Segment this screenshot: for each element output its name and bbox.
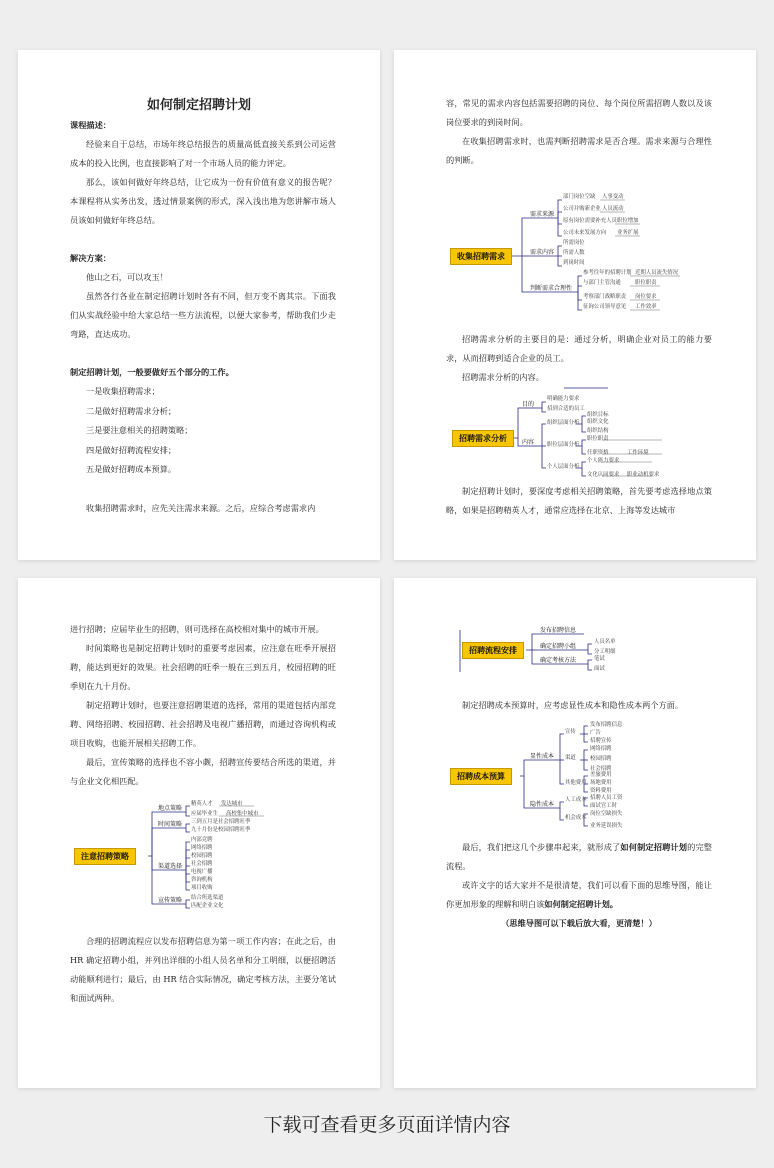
paragraph: 招聘需求分析的内容。 xyxy=(462,372,544,382)
paragraph: 合理的招聘流程应以发布招聘信息为第一项工作内容；在此之后，由 HR 确定招聘小组，并列出详细的小组人员名单和分工明细，以便招聘活动能顺利进行；最后，由 HR 结合实际情况，确定考核方法，主要分笔试和面试两种。 xyxy=(70,936,336,1003)
mindmap-leaf: 考察部门战略职责 xyxy=(583,294,627,300)
solution-paragraph-1: 他山之石，可以攻玉！ xyxy=(86,272,168,282)
mindmap-branch: 隐性成本 xyxy=(530,801,555,808)
paragraph: 进行招聘；应届毕业生的招聘，则可选择在高校相对集中的城市开展。 xyxy=(70,624,324,634)
mindmap-leaf: 岗位要求 xyxy=(635,294,657,300)
mindmap-branch: 需求内容 xyxy=(530,249,555,256)
mindmap-root: 注意招聘策略 xyxy=(74,848,136,865)
mindmap-leaf: 资料费用 xyxy=(590,788,612,794)
mindmap-leaf: 校园招聘 xyxy=(191,853,213,859)
mindmap-leaf: 公司未来发展方向 xyxy=(563,230,607,236)
document-page-1 xyxy=(18,50,380,560)
mindmap-leaf: 差旅费用 xyxy=(590,772,612,778)
mindmap-leaf: 职位层面分析 xyxy=(547,442,580,448)
mindmap-mid: 人工成本 xyxy=(565,797,587,803)
mindmap-leaf: 职位增加 xyxy=(617,218,639,224)
mindmap-leaf: 文化认同要求 xyxy=(587,472,620,478)
mindmap-leaf: 部门岗位空缺 xyxy=(563,194,596,200)
mindmap-leaf: 分工明细 xyxy=(594,649,616,655)
document-page-3 xyxy=(18,578,380,1088)
mindmap-recruit-process xyxy=(452,622,692,682)
mindmap-leaf: 人员流动 xyxy=(602,206,624,212)
mindmap-leaf: 咨询机构 xyxy=(191,877,213,883)
mindmap-branch: 显性成本 xyxy=(530,753,555,760)
step-item: 一是收集招聘需求； xyxy=(86,386,160,396)
mindmap-leaf: 网络招聘 xyxy=(590,746,612,752)
mindmap-branch: 地点策略 xyxy=(158,805,183,812)
mindmap-leaf: 明确能力要求 xyxy=(547,396,580,402)
mindmap-leaf: 所需人数 xyxy=(563,250,585,256)
mindmap-leaf: 近期人员流失情况 xyxy=(635,270,679,276)
paragraph: 制定招聘计划时，要深度考虑相关招聘策略，首先要考虑选择地点策略，如果是招聘精英人才，通常应选择在北京、上海等发达城市 xyxy=(446,486,712,515)
mindmap-branch: 内容 xyxy=(522,439,535,446)
mindmap-root: 招聘流程安排 xyxy=(462,642,524,659)
mindmap-leaf: 征询公司领导意见 xyxy=(583,304,627,310)
text-run-bold: 如何制定招聘计划。 xyxy=(544,899,618,909)
mindmap-leaf: 工作环境 xyxy=(627,450,649,456)
paragraph: 时间策略也是制定招聘计划时的重要考虑因素，应注意在旺季开展招聘，能达到更好的效果。社会招聘的旺季一般在三到五月，校园招聘的旺季则在九十月份。 xyxy=(70,643,336,691)
footer-caption: 下载可查看更多页面详情内容 xyxy=(263,1114,511,1136)
mindmap-leaf: 应届毕业生 xyxy=(191,811,218,817)
page-title: 如何制定招聘计划 xyxy=(146,98,251,113)
mindmap-leaf: 参考往年的招聘计划 xyxy=(583,270,632,276)
mindmap-mid: 宣传 xyxy=(565,729,576,735)
mindmap-leaf: 业务延误损失 xyxy=(590,823,623,829)
course-paragraph-1: 经验来自于总结，市场年终总结报告的质量高低直接关系到公司运营成本的投入比例，也直接影响了对一个市场人员的能力评定。 xyxy=(70,139,336,168)
mindmap-leaf: 社会招聘 xyxy=(590,766,612,772)
mindmap-recruit-strategy xyxy=(74,800,344,916)
mindmap-leaf: 面试官工时 xyxy=(590,803,617,809)
mindmap-leaf: 发布招聘信息 xyxy=(590,722,623,728)
mindmap-leaf: 招聘宣传 xyxy=(590,738,612,744)
mindmap-leaf: 校园招聘 xyxy=(590,756,612,762)
mindmap-leaf: 九十月份是校园招聘旺季 xyxy=(191,827,251,833)
mindmap-leaf: 个人层面分析 xyxy=(547,464,580,470)
mindmap-leaf: 广告 xyxy=(590,730,601,736)
mindmap-leaf: 面试 xyxy=(594,666,605,672)
paragraph: 在收集招聘需求时，也需判断招聘需求是否合理。需求来源与合理性的判断。 xyxy=(446,136,712,165)
closing-paragraph: 收集招聘需求时，应先关注需求来源。之后，应综合考虑需求内 xyxy=(86,502,316,513)
mindmap-collect-demand xyxy=(450,190,720,320)
mindmap-leaf: 项目收购 xyxy=(191,885,213,891)
mindmap-leaf: 匹配企业文化 xyxy=(191,903,224,909)
mindmap-leaf: 笔试 xyxy=(594,656,605,662)
mindmap-branch: 目的 xyxy=(522,401,535,408)
document-page-2 xyxy=(394,50,756,560)
text-run-bold: 如何制定招聘计划 xyxy=(620,842,688,852)
mindmap-leaf: 招聘人员工资 xyxy=(590,795,623,801)
mindmap-leaf: 原有岗位需要补充人员 xyxy=(563,218,617,224)
mindmap-leaf: 结合所选渠道 xyxy=(191,895,224,901)
mindmap-leaf: 组织层面分析 xyxy=(547,420,580,426)
mindmap-leaf: 网络招聘 xyxy=(191,845,213,851)
paragraph: 容，常见的需求内容包括需要招聘的岗位、每个岗位所需招聘人数以及该岗位要求的到岗时间。 xyxy=(446,98,712,127)
step-item: 五是做好招聘成本预算。 xyxy=(86,464,177,474)
mindmap-leaf: 电视广播 xyxy=(191,869,213,875)
mindmap-leaf: 内部竞聘 xyxy=(191,837,213,843)
mindmap-leaf: 所需岗位 xyxy=(563,240,585,246)
mindmap-branch: 时间策略 xyxy=(158,821,183,828)
mindmap-leaf: 业务扩展 xyxy=(617,230,639,236)
mindmap-leaf: 职位职责 xyxy=(587,436,609,442)
course-heading: 课程描述： xyxy=(70,120,111,130)
plan-heading: 制定招聘计划，一般要做好五个部分的工作。 xyxy=(70,367,234,377)
mindmap-root: 招聘成本预算 xyxy=(450,768,512,785)
mindmap-leaf: 三到五月是社会招聘旺季 xyxy=(191,819,251,825)
mindmap-leaf: 发达城市 xyxy=(221,801,243,807)
mindmap-branch: 确定考核方法 xyxy=(540,657,577,664)
mindmap-leaf: 公司并购新企业 xyxy=(563,206,601,212)
mindmap-branch: 渠道选择 xyxy=(158,863,183,870)
mindmap-mid: 渠道 xyxy=(565,755,576,761)
mindmap-branch: 判断需求合理性 xyxy=(530,285,573,292)
mindmap-leaf: 高校集中城市 xyxy=(226,811,259,817)
paragraph: 最后，宣传策略的选择也不容小觑，招聘宣传要结合所选的渠道，并与企业文化相匹配。 xyxy=(70,757,336,786)
note: （思维导图可以下载后放大看，更清楚！） xyxy=(501,918,657,928)
mindmap-branch: 确定招聘小组 xyxy=(540,643,577,650)
mindmap-leaf: 工作效率 xyxy=(635,304,657,310)
text-run: 或许文字的话大家并不是很清楚，我们可以看下面的思维导图，能让你更加形象的理解和明白该 xyxy=(446,880,712,909)
mindmap-demand-analysis xyxy=(452,386,722,482)
mindmap-leaf: 组织文化 xyxy=(587,419,609,425)
mindmap-mid: 其他费用 xyxy=(565,780,587,786)
mindmap-leaf: 职业动机要求 xyxy=(627,472,660,478)
paragraph: 制定招聘成本预算时，应考虑显性成本和隐性成本两个方面。 xyxy=(462,700,684,710)
mindmap-leaf: 任职资格 xyxy=(587,450,609,456)
solution-heading: 解决方案： xyxy=(70,253,111,263)
mindmap-root: 收集招聘需求 xyxy=(450,248,512,265)
text-run: 的完整流程。 xyxy=(446,842,712,871)
solution-paragraph-2: 虽然各行各业在制定招聘计划时各有不同，但万变不离其宗。下面我们从实战经验中给大家总结一些方法流程，以便大家参考，帮助我们少走弯路，直达成功。 xyxy=(70,291,336,339)
mindmap-leaf: 与部门主管沟通 xyxy=(583,280,621,286)
paragraph: 招聘需求分析的主要目的是：通过分析，明确企业对员工的能力要求，从而招聘到适合企业的员工。 xyxy=(446,334,712,363)
mindmap-leaf: 人事变动 xyxy=(602,194,624,200)
mindmap-recruit-cost xyxy=(450,720,690,834)
mindmap-leaf: 到岗时间 xyxy=(563,260,585,266)
mindmap-branch: 宣传策略 xyxy=(158,897,183,904)
document-page-4 xyxy=(394,578,756,1088)
mindmap-branch: 需求来源 xyxy=(530,211,555,218)
mindmap-leaf: 场地费用 xyxy=(590,780,612,786)
mindmap-leaf: 精英人才 xyxy=(191,801,213,807)
mindmap-root: 招聘需求分析 xyxy=(452,430,514,447)
course-paragraph-2: 那么，该如何做好年终总结，让它成为一份有价值有意义的报告呢？本课程将从实务出发，透过情景案例的形式，深入浅出地为您讲解市场人员该如何做好年终总结。 xyxy=(70,177,336,225)
text-run: 最后，我们把这几个步骤串起来，就形成了 xyxy=(462,842,621,852)
paragraph xyxy=(446,838,712,876)
mindmap-leaf: 社会招聘 xyxy=(191,861,213,867)
mindmap-leaf: 组织目标 xyxy=(587,412,609,418)
step-item: 四是做好招聘流程安排； xyxy=(86,444,177,455)
mindmap-leaf: 组织结构 xyxy=(587,428,609,434)
mindmap-leaf: 职位职责 xyxy=(635,280,657,286)
paragraph: 制定招聘计划时，也要注意招聘渠道的选择，常用的渠道包括内部竞聘、网络招聘、校园招聘、社会招聘及电视广播招聘，而通过咨询机构或项目收购，也能开展相关招聘工作。 xyxy=(70,700,336,748)
step-item: 三是要注意相关的招聘策略； xyxy=(86,425,193,435)
mindmap-leaf: 招到合适的员工 xyxy=(547,406,585,412)
paragraph xyxy=(446,876,712,914)
mindmap-leaf: 人员名单 xyxy=(594,639,616,645)
mindmap-mid: 机会成本 xyxy=(565,815,587,821)
mindmap-leaf: 个人能力要求 xyxy=(587,458,620,464)
mindmap-branch: 发布招聘信息 xyxy=(540,627,577,634)
step-item: 二是做好招聘需求分析； xyxy=(86,405,177,416)
mindmap-leaf: 岗位空缺损失 xyxy=(590,811,623,817)
